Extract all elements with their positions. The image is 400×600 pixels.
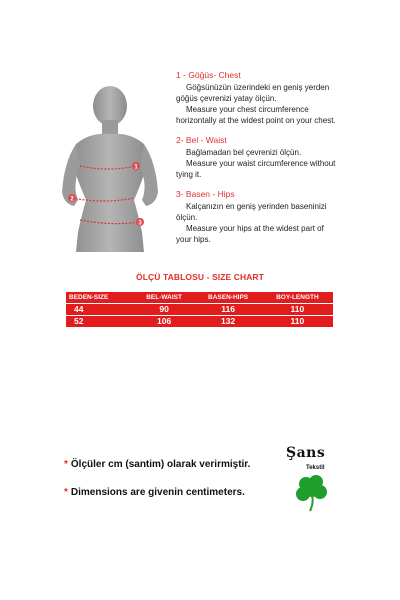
note-turkish-text: Ölçüler cm (santim) olarak verirmiştir. xyxy=(70,459,251,470)
body-silhouette-figure xyxy=(50,82,170,252)
clover-icon xyxy=(292,473,332,513)
marker-2-label: 2 xyxy=(70,196,74,203)
brand-logo xyxy=(282,445,352,515)
waist-line-1: Bağlamadan bel çevrenizi ölçün. xyxy=(186,148,302,157)
cell-waist: 90 xyxy=(134,303,195,315)
chest-line-4: horizontally at the widest point on your chest. xyxy=(176,116,336,125)
logo-subtitle: Tekstil xyxy=(306,465,325,471)
hips-line-2: ölçün. xyxy=(176,213,198,222)
table-row xyxy=(66,315,333,327)
note-turkish xyxy=(64,459,250,470)
table-row xyxy=(66,303,333,315)
cell-waist: 106 xyxy=(134,315,195,327)
silhouette-torso xyxy=(72,134,148,252)
size-chart-header-row xyxy=(66,292,333,303)
header-hips: BASEN-HIPS xyxy=(208,293,249,301)
header-length: BOY-LENGTH xyxy=(276,293,319,301)
hips-title: 3- Basen - Hips xyxy=(176,189,235,199)
header-size: BEDEN-SIZE xyxy=(69,293,109,301)
note-star-1: * xyxy=(64,459,68,470)
hips-section xyxy=(176,189,391,245)
cell-size: 44 xyxy=(66,303,134,315)
header-waist: BEL-WAIST xyxy=(146,293,182,301)
chest-title: 1 - Göğüs- Chest xyxy=(176,70,241,80)
note-english xyxy=(64,487,245,498)
marker-3-label: 3 xyxy=(138,220,142,227)
note-star-2: * xyxy=(64,487,68,498)
waist-line-3: tying it. xyxy=(176,170,202,179)
chest-line-3: Measure your chest circumference xyxy=(186,105,309,114)
chest-line-1: Göğsünüzün üzerindeki en geniş yerden xyxy=(186,83,330,92)
silhouette-neck xyxy=(102,120,118,134)
waist-title: 2- Bel - Waist xyxy=(176,135,227,145)
cell-hips: 132 xyxy=(194,315,261,327)
hips-line-1: Kalçanızın en geniş yerinden baseninizi xyxy=(186,202,327,211)
hips-line-3: Measure your hips at the widest part of xyxy=(186,224,324,233)
note-english-text: Dimensions are givenin centimeters. xyxy=(70,487,245,498)
waist-section xyxy=(176,135,391,180)
logo-name: Şans xyxy=(286,445,326,461)
cell-length: 110 xyxy=(262,315,333,327)
cell-hips: 116 xyxy=(194,303,261,315)
size-chart-table xyxy=(66,292,333,327)
chest-section xyxy=(176,70,391,126)
measurement-instructions xyxy=(176,70,391,254)
hips-line-4: your hips. xyxy=(176,235,211,244)
chest-line-2: göğüs çevrenizi yatay ölçün. xyxy=(176,94,277,103)
cell-length: 110 xyxy=(262,303,333,315)
size-chart-title: ÖLÇÜ TABLOSU - SIZE CHART xyxy=(136,272,264,282)
marker-1-label: 1 xyxy=(134,164,138,171)
cell-size: 52 xyxy=(66,315,134,327)
waist-line-2: Measure your waist circumference without xyxy=(186,159,336,168)
